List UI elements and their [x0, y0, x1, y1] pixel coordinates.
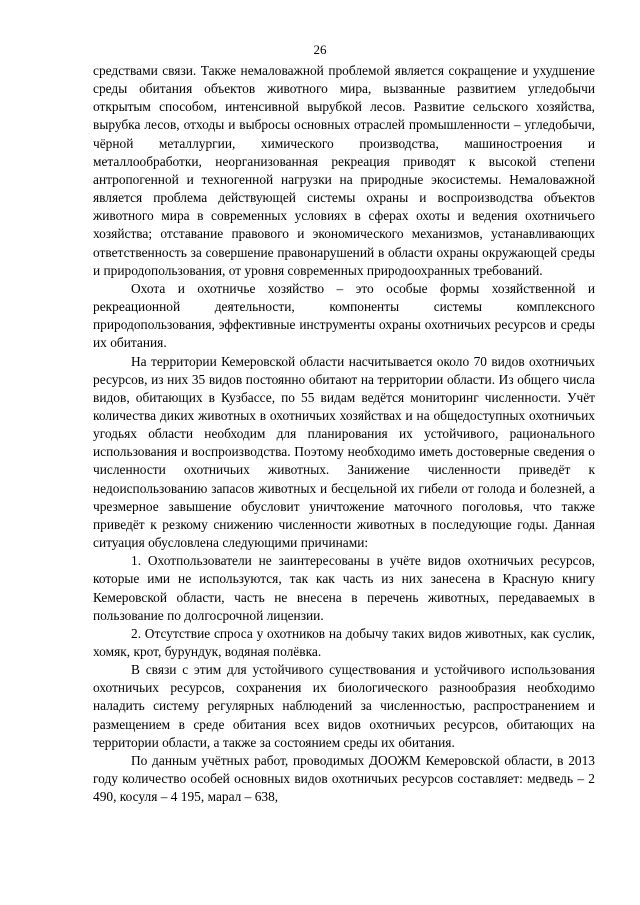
- paragraph-kemerovo-species: На территории Кемеровской области насчитывается около 70 видов охотничьих ресурсов, из них 35 видов постоянно обитают на территории области. Из общего числа видов, обитающих в Кузбассе, по 55 видам ведётся мониторинг численности. Учёт количества диких животных в охотничьих хозяйствах и на общедоступных охотничьих угодьях области необходим для планирования их устойчивого, рационального использования и воспроизводства. Поэтому необходимо иметь достоверные сведения о численности охотничьих животных. Занижение численности приведёт к недоиспользованию запасов животных и бесцельной их гибели от голода и болезней, а чрезмерное завышение обусловит уничтожение маточного поголовья, что также приведёт к резкому снижению численности животных в последующие годы. Данная ситуация обусловлена следующими причинами:: [93, 353, 595, 551]
- page-number: 26: [313, 42, 327, 57]
- paragraph-continuation: средствами связи. Также немаловажной проблемой является сокращение и ухудшение среды обитания объектов животного мира, вызванные развитием угледобычи открытым способом, интенсивной вырубкой лесов. Развитие сельского хозяйства, вырубка лесов, отходы и выбросы основных отраслей промышленности – угледобычи, чёрной металлургии, химического производства, машиностроения и металлообработки, неорганизованная рекреация приводят к высокой степени антропогенной и техногенной нагрузки на природные экосистемы. Немаловажной является проблема действующей системы охраны и воспроизводства объектов животного мира в современных условиях в сферах охоты и ведения охотничьего хозяйства; отставание правового и экономического механизмов, устанавливающих ответственность за совершение правонарушений в области охраны окружающей среды и природопользования, от уровня современных природоохранных требований.: [93, 63, 595, 278]
- paragraph-survey-data: По данным учётных работ, проводимых ДООЖМ Кемеровской области, в 2013 году количество особей основных видов охотничьих ресурсов составляет: медведь – 2 490, косуля – 4 195, марал – 638,: [93, 752, 595, 805]
- paragraph-monitoring-need: В связи с этим для устойчивого существования и устойчивого использования охотничьих ресурсов, сохранения их биологического разнообразия необходимо наладить систему регулярных наблюдений за численностью, распространением и размещением в среде обитания всех видов охотничьих ресурсов, обитающих на территории области, а также за состоянием среды их обитания.: [93, 662, 595, 750]
- paragraph-hunting-definition: Охота и охотничье хозяйство – это особые формы хозяйственной и рекреационной деятельности, компоненты системы комплексного природопользования, эффективные инструменты охраны охотничьих ресурсов и среды их обитания.: [93, 280, 595, 351]
- page-body: [93, 62, 595, 806]
- list-item-reason-2: 2. Отсутствие спроса у охотников на добычу таких видов животных, как суслик, хомяк, крот, бурундук, водяная полёвка.: [93, 625, 595, 659]
- list-item-reason-1: 1. Охотпользователи не заинтересованы в учёте видов охотничьих ресурсов, которые ими не используются, так как часть из них занесена в Красную книгу Кемеровской области, часть не внесена в перечень животных, передаваемых в пользование по долгосрочной лицензии.: [93, 553, 595, 623]
